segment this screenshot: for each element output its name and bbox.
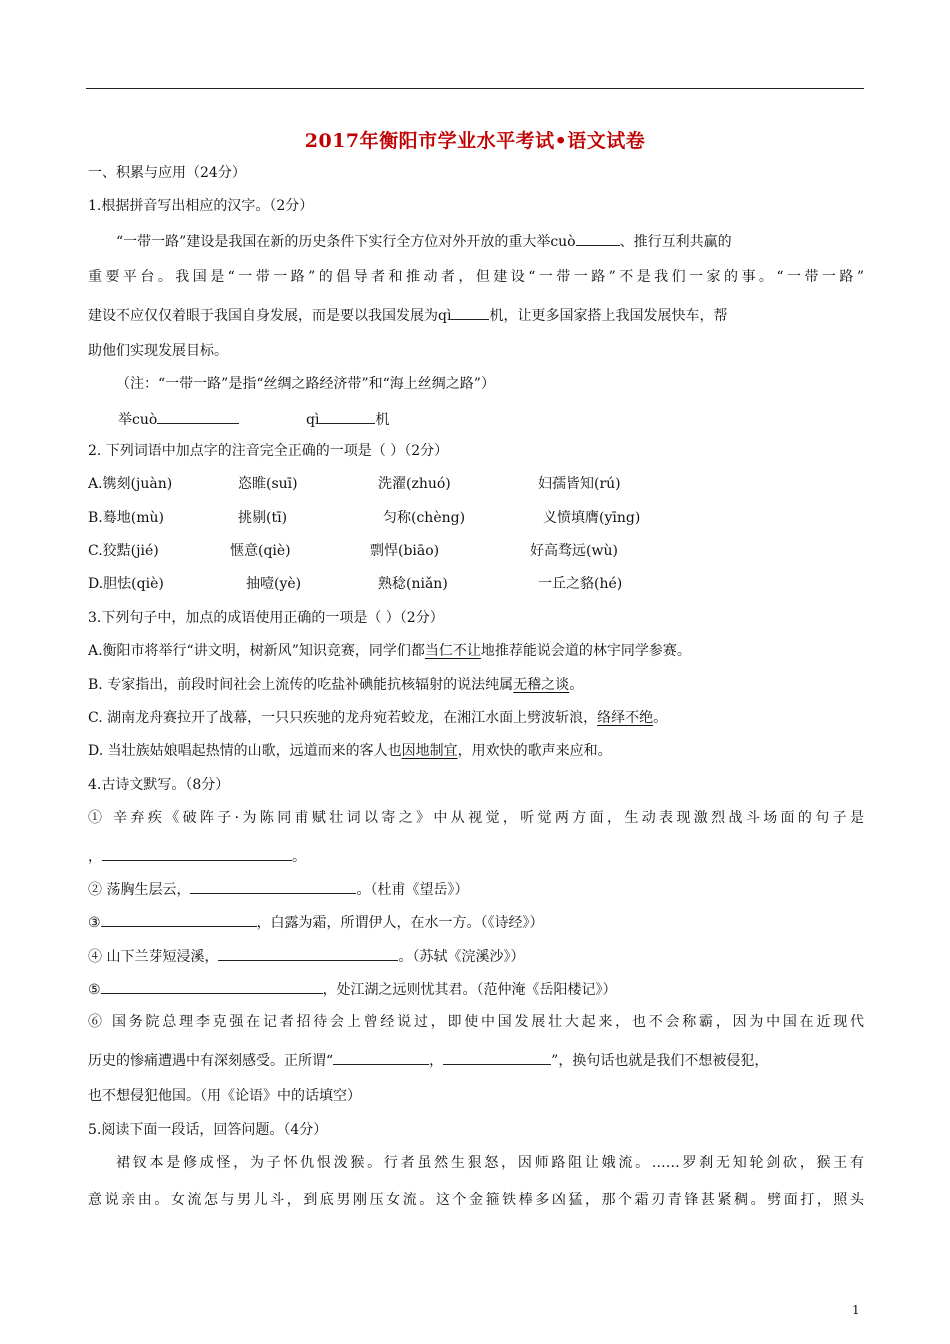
q1-passage-line2: 重要平台。我国是“一带一路”的倡导者和推动者，但建设“一带一路”不是我们一家的事。“一带一路” [88,269,864,285]
blank-q4-4[interactable] [218,945,398,961]
q4-item5: ⑤ ，处江湖之远则忧其君。（范仲淹《岳阳楼记》） [88,978,617,1000]
q4-item6-line3: 也不想侵犯他国。（用《论语》中的话填空） [88,1088,361,1104]
blank-qi[interactable] [451,304,489,320]
q1-passage-line3: 建设不应仅仅着眼于我国自身发展，而是要以我国发展为qì 机，让更多国家搭上我国发展快车，帮 [88,304,727,326]
blank-q4-1[interactable] [102,845,292,861]
q3-option-b[interactable]: B. 专家指出，前段时间社会上流传的吃盐补碘能抗核辐射的说法纯属无稽之谈。 [88,677,584,693]
blank-cuo[interactable] [576,230,620,246]
q3-option-d[interactable]: D. 当壮族姑娘唱起热情的山歌，远道而来的客人也因地制宜，用欢快的歌声来应和。 [88,743,612,759]
q5-passage-line1: 裙钗本是修成怪，为子怀仇恨泼猴。行者虽然生狠怒，因师路阻让娥流。……罗刹无知轮剑砍，猴王有 [116,1155,864,1171]
q1-passage-line4: 助他们实现发展目标。 [88,343,228,359]
blank-q4-5[interactable] [101,978,323,994]
blank-q4-6a[interactable] [333,1049,429,1065]
q1-stem: 1.根据拼音写出相应的汉字。（2分） [88,198,314,214]
q5-stem: 5.阅读下面一段话，回答问题。（4分） [88,1122,328,1138]
q4-item3: ③ ，白露为霜，所谓伊人，在水一方。（《诗经》） [88,911,544,933]
q1-answer-row-2: qì 机 [306,408,389,430]
blank-q4-6b[interactable] [443,1049,551,1065]
q2-option-a[interactable]: A.镌刻(juàn) 恣睢(suī) 洗濯(zhuó) 妇孺皆知(rú) [88,476,621,492]
idiom-c: 络绎不绝 [597,710,654,726]
idiom-a: 当仁不让 [424,643,481,659]
q4-item1-answer: ， 。 [88,845,306,867]
idiom-d: 因地制宜 [401,743,458,759]
q4-item6-line1: ⑥ 国务院总理李克强在记者招待会上曾经说过，即使中国发展壮大起来，也不会称霸，因为中国在近现代 [88,1014,864,1030]
answer-blank-qi[interactable] [319,408,375,424]
answer-blank-cuo[interactable] [157,408,239,424]
q4-item4: ④ 山下兰芽短浸溪， 。（苏轼《浣溪沙》） [88,945,524,967]
q1-note: （注：“一带一路”是指“丝绸之路经济带”和“海上丝绸之路”） [116,376,495,392]
q4-stem: 4.古诗文默写。（8分） [88,777,230,793]
q3-option-a[interactable]: A.衡阳市将举行“讲文明，树新风”知识竞赛，同学们都当仁不让地推荐能说会道的林宇同学参赛。 [88,643,691,659]
q4-item1: ① 辛弃疾《破阵子·为陈同甫赋壮词以寄之》中从视觉，听觉两方面，生动表现激烈战斗场面的句子是 [88,810,864,826]
q2-option-d[interactable]: D.胆怯(qiè) 抽噎(yè) 熟稔(niǎn) 一丘之貉(hé) [88,576,623,592]
blank-q4-2[interactable] [190,878,356,894]
section-heading: 一、积累与应用（24分） [88,165,246,181]
idiom-b: 无稽之谈 [513,677,570,693]
q2-stem: 2. 下列词语中加点字的注音完全正确的一项是（ ）（2分） [88,443,449,459]
blank-q4-3[interactable] [101,911,257,927]
q1-answer-row: 举cuò [118,408,239,430]
q5-passage-line2: 意说亲由。女流怎与男儿斗，到底男刚压女流。这个金箍铁棒多凶猛，那个霜刃青锋甚紧稠。劈面打，照头 [88,1192,864,1208]
q2-option-b[interactable]: B.蓦地(mù) 挑剔(tī) 匀称(chèng) 义愤填膺(yīng) [88,510,641,526]
q3-stem: 3.下列句子中，加点的成语使用正确的一项是（ ）（2分） [88,610,444,626]
page-number: 1 [852,1303,860,1317]
exam-title: 2017年衡阳市学业水平考试•语文试卷 [304,130,646,152]
header-rule [86,88,864,89]
q1-passage-line1: “一带一路”建设是我国在新的历史条件下实行全方位对外开放的重大举cuò 、推行互利共赢的 [116,230,732,252]
q2-option-c[interactable]: C.狡黠(jié) 惬意(qiè) 剽悍(biāo) 好高骛远(wù) [88,543,618,559]
q4-item2: ② 荡胸生层云， 。（杜甫《望岳》） [88,878,468,900]
q3-option-c[interactable]: C. 湖南龙舟赛拉开了战幕，一只只疾驰的龙舟宛若蛟龙，在湘江水面上劈波斩浪，络绎不绝。 [88,710,668,726]
q4-item6-line2: 历史的惨痛遭遇中有深刻感受。正所谓“ ， ”，换句话也就是我们不想被侵犯， [88,1049,768,1071]
